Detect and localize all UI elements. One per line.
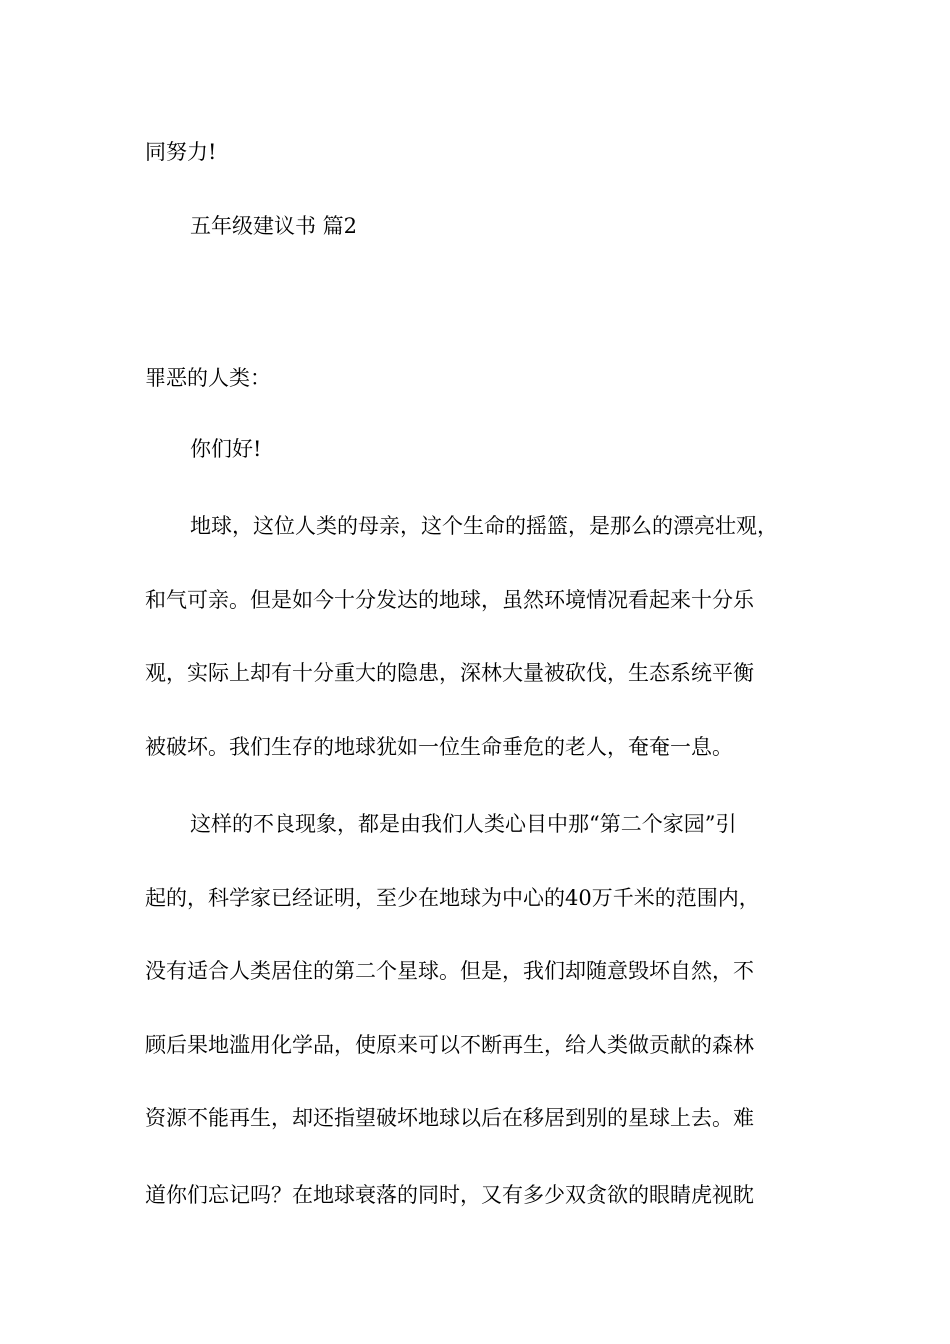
greeting: 你们好! xyxy=(190,437,262,461)
paragraph-line: 观，实际上却有十分重大的隐患，深林大量被砍伐，生态系统平衡 xyxy=(145,661,754,685)
paragraph-line: 地球，这位人类的母亲，这个生命的摇篮，是那么的漂亮壮观， xyxy=(190,514,778,538)
paragraph-line: 没有适合人类居住的第二个星球。但是，我们却随意毁坏自然，不 xyxy=(145,959,754,983)
section-heading: 五年级建议书 篇2 xyxy=(190,214,358,238)
text-line: 同努力! xyxy=(145,140,217,164)
paragraph-line: 道你们忘记吗？在地球衰落的同时，又有多少双贪欲的眼睛虎视眈 xyxy=(145,1183,754,1207)
paragraph-line: 这样的不良现象，都是由我们人类心目中那“第二个家园”引 xyxy=(190,812,737,836)
paragraph-line: 起的，科学家已经证明，至少在地球为中心的40万千米的范围内， xyxy=(145,886,760,910)
paragraph-line: 顾后果地滥用化学品，使原来可以不断再生，给人类做贡献的森林 xyxy=(145,1033,754,1057)
paragraph-line: 被破坏。我们生存的地球犹如一位生命垂危的老人，奄奄一息。 xyxy=(145,735,733,759)
paragraph-line: 和气可亲。但是如今十分发达的地球，虽然环境情况看起来十分乐 xyxy=(145,588,754,612)
paragraph-line: 资源不能再生，却还指望破坏地球以后在移居到别的星球上去。难 xyxy=(145,1106,754,1130)
salutation: 罪恶的人类： xyxy=(145,366,271,390)
